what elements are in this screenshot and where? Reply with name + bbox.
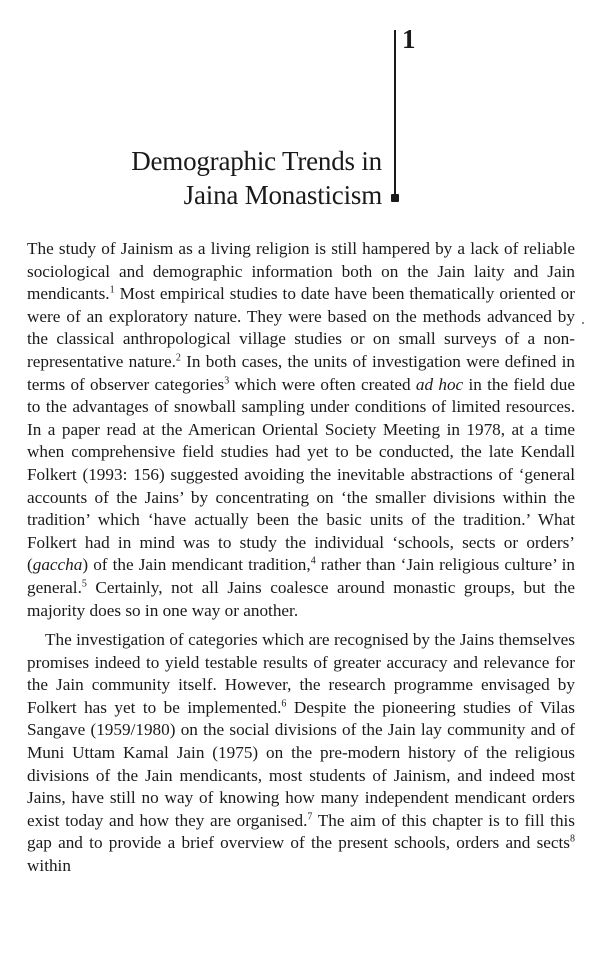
paragraph-text: Most empirical studies to date have been thematically oriented or were of an exploratory nature. They were based on the methods advanced by the classical anthropological village studies or on small surveys of a non-representative nature. [27,284,575,371]
footnote-marker: 1 [109,284,115,296]
paragraph-text: Despite the pioneering studies of Vilas Sangave (1959/1980) on the social divisions of the Jain lay community and of Muni Uttam Kamal Jain (1975) on the pre-modern history of the religious divisions of the Jain mendicants, most students of Jainism, and indeed most Jains, have still no way of knowing how many independent mendicant orders exist today and how they are organised. [27,697,575,830]
italic-term-ad-hoc: ad hoc [415,374,464,394]
paragraph-1 [27,238,575,622]
footnote-marker: 6 [281,698,287,710]
chapter-vertical-rule [394,30,396,198]
chapter-number: 1 [402,24,416,54]
paragraph-text: rather than ‘Jain religious culture’ in general. [27,555,575,597]
paragraph-text: Certainly, not all Jains coalesce around monastic groups, but the majority does so in one way or another. [27,577,575,620]
paragraph-text: The aim of this chapter is to fill this gap and to provide a brief overview of the present schools, orders and sects [27,810,575,853]
footnote-marker: 5 [81,578,87,590]
paragraph-text: In both cases, the units of investigation were defined in terms of observer categories [27,351,575,394]
chapter-title-line-1: Demographic Trends in [131,146,382,176]
paragraph-text: ) of the Jain mendicant tradition, [82,555,311,575]
page-speck [582,322,584,324]
paragraph-text: The investigation of categories which are recognised by the Jains themselves promises indeed to yield testable results of greater accuracy and relevance for the Jain community itself. However, the research programme envisaged by Folkert has yet to be implemented. [27,630,575,717]
footnote-marker: 2 [175,352,181,364]
chapter-title [131,144,382,212]
footnote-marker: 4 [310,555,316,567]
chapter-body [27,238,575,878]
paragraph-2 [27,629,575,878]
chapter-title-line-2: Jaina Monasticism [183,180,382,210]
footnote-marker: 3 [224,374,230,386]
paragraph-text: in the field due to the advantages of snowball sampling under conditions of limited resources. In a paper read at the American Oriental Society Meeting in 1978, at a time when comprehensive field studies had yet to be conducted, the late Kendall Folkert (1993: 156) suggested avoiding the inevitable abstractions of ‘general accounts of the Jains’ by concentrating on ‘the smaller divisions within the tradition’ which ‘have actually been the basic units of the tradition.’ What Folkert had in mind was to study the individual ‘schools, sects or orders’ ( [27,374,575,575]
paragraph-text: within [27,856,71,876]
paragraph-text: which were often created [229,374,416,394]
chapter-rule-terminal-dot [391,194,399,202]
paragraph-text: The study of Jainism as a living religion is still hampered by a lack of reliable sociological and demographic information both on the Jain laity and Jain mendicants. [27,239,575,304]
footnote-marker: 7 [307,811,313,823]
footnote-marker: 8 [570,833,575,845]
italic-term-gaccha: gaccha [32,555,83,575]
